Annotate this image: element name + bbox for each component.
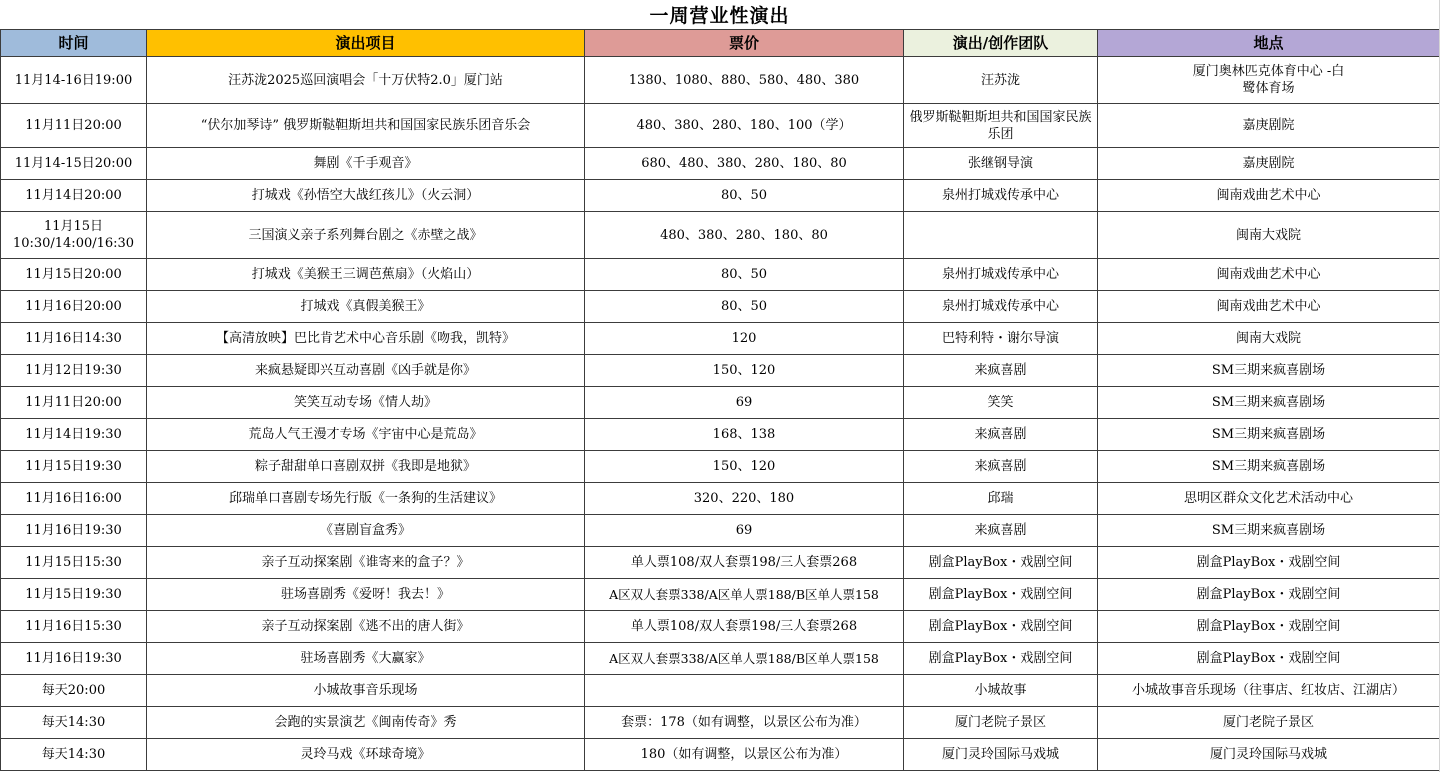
cell-show[interactable]: 《喜剧盲盒秀》 [147, 515, 585, 547]
cell-venue[interactable]: 嘉庚剧院 [1098, 104, 1440, 148]
cell-time[interactable]: 11月16日19:30 [1, 515, 147, 547]
cell-price[interactable]: 150、120 [585, 451, 904, 483]
sheet-gridline [1439, 0, 1440, 772]
cell-show[interactable]: 粽子甜甜单口喜剧双拼《我即是地狱》 [147, 451, 585, 483]
cell-team[interactable]: 来疯喜剧 [904, 451, 1098, 483]
performance-table [0, 29, 1440, 771]
cell-team[interactable]: 厦门灵玲国际马戏城 [904, 739, 1098, 771]
table-row [1, 611, 1440, 643]
cell-time[interactable]: 11月15日 10:30/14:00/16:30 [1, 212, 147, 259]
cell-price[interactable]: 680、480、380、280、180、80 [585, 148, 904, 180]
cell-price[interactable]: 单人票108/双人套票198/三人套票268 [585, 611, 904, 643]
cell-price[interactable]: 480、380、280、180、80 [585, 212, 904, 259]
cell-time[interactable]: 11月16日19:30 [1, 643, 147, 675]
cell-time[interactable]: 11月15日20:00 [1, 259, 147, 291]
cell-time[interactable]: 11月16日20:00 [1, 291, 147, 323]
cell-price[interactable]: A区双人套票338/A区单人票188/B区单人票158 [585, 579, 904, 611]
table-row [1, 419, 1440, 451]
cell-show[interactable]: 三国演义亲子系列舞台剧之《赤壁之战》 [147, 212, 585, 259]
cell-venue[interactable]: SM三期来疯喜剧场 [1098, 355, 1440, 387]
cell-show[interactable]: 荒岛人气王漫才专场《宇宙中心是荒岛》 [147, 419, 585, 451]
cell-price[interactable]: 80、50 [585, 291, 904, 323]
cell-show[interactable]: 驻场喜剧秀《爱呀！我去！》 [147, 579, 585, 611]
cell-time[interactable]: 11月15日19:30 [1, 579, 147, 611]
cell-team[interactable]: 来疯喜剧 [904, 355, 1098, 387]
cell-team[interactable]: 笑笑 [904, 387, 1098, 419]
header-show[interactable]: 演出项目 [147, 30, 585, 57]
cell-venue-text: 厦门奥林匹克体育中心 -白鹭体育场 [1192, 64, 1345, 96]
table-row [1, 355, 1440, 387]
cell-show[interactable]: 【高清放映】巴比肯艺术中心音乐剧《吻我，凯特》 [147, 323, 585, 355]
cell-venue[interactable]: 剧盒PlayBox・戏剧空间 [1098, 643, 1440, 675]
cell-price[interactable]: 180（如有调整，以景区公布为准） [585, 739, 904, 771]
header-price[interactable]: 票价 [585, 30, 904, 57]
cell-show[interactable]: 打城戏《真假美猴王》 [147, 291, 585, 323]
cell-venue[interactable]: SM三期来疯喜剧场 [1098, 387, 1440, 419]
cell-price[interactable]: A区双人套票338/A区单人票188/B区单人票158 [585, 643, 904, 675]
cell-venue[interactable]: 闽南戏曲艺术中心 [1098, 180, 1440, 212]
table-row [1, 104, 1440, 148]
table-row [1, 515, 1440, 547]
table-row [1, 212, 1440, 259]
table-row [1, 180, 1440, 212]
cell-venue[interactable]: SM三期来疯喜剧场 [1098, 515, 1440, 547]
cell-team[interactable]: 剧盒PlayBox・戏剧空间 [904, 643, 1098, 675]
cell-price[interactable]: 480、380、280、180、100（学） [585, 104, 904, 148]
cell-show[interactable]: “伏尔加琴诗” 俄罗斯鞑靼斯坦共和国国家民族乐团音乐会 [147, 104, 585, 148]
cell-price[interactable]: 80、50 [585, 180, 904, 212]
cell-team[interactable]: 汪苏泷 [904, 57, 1098, 104]
cell-team[interactable]: 张继钢导演 [904, 148, 1098, 180]
cell-team[interactable] [904, 212, 1098, 259]
cell-show[interactable]: 小城故事音乐现场 [147, 675, 585, 707]
cell-time[interactable]: 11月16日14:30 [1, 323, 147, 355]
cell-time[interactable]: 11月11日20:00 [1, 387, 147, 419]
cell-show[interactable]: 汪苏泷2025巡回演唱会「十万伏特2.0」厦门站 [147, 57, 585, 104]
cell-time[interactable]: 11月11日20:00 [1, 104, 147, 148]
cell-team[interactable]: 泉州打城戏传承中心 [904, 180, 1098, 212]
cell-price[interactable]: 150、120 [585, 355, 904, 387]
cell-venue[interactable] [1098, 57, 1440, 104]
cell-team[interactable]: 泉州打城戏传承中心 [904, 291, 1098, 323]
cell-team[interactable]: 泉州打城戏传承中心 [904, 259, 1098, 291]
cell-venue[interactable]: 小城故事音乐现场（往事店、红妆店、江湖店） [1098, 675, 1440, 707]
cell-time[interactable]: 11月16日15:30 [1, 611, 147, 643]
cell-time[interactable]: 每天14:30 [1, 739, 147, 771]
header-time[interactable]: 时间 [1, 30, 147, 57]
cell-team[interactable]: 剧盒PlayBox・戏剧空间 [904, 579, 1098, 611]
cell-time[interactable]: 11月14-15日20:00 [1, 148, 147, 180]
header-team[interactable]: 演出/创作团队 [904, 30, 1098, 57]
cell-team[interactable]: 剧盒PlayBox・戏剧空间 [904, 611, 1098, 643]
cell-show[interactable]: 来疯悬疑即兴互动喜剧《凶手就是你》 [147, 355, 585, 387]
cell-venue[interactable]: 闽南戏曲艺术中心 [1098, 259, 1440, 291]
cell-show[interactable]: 灵玲马戏《环球奇境》 [147, 739, 585, 771]
cell-price[interactable]: 120 [585, 323, 904, 355]
cell-show[interactable]: 打城戏《美猴王三调芭蕉扇》（火焰山） [147, 259, 585, 291]
cell-price[interactable]: 80、50 [585, 259, 904, 291]
cell-time[interactable]: 11月14日19:30 [1, 419, 147, 451]
table-row [1, 643, 1440, 675]
table-row [1, 148, 1440, 180]
cell-time[interactable]: 11月15日15:30 [1, 547, 147, 579]
table-row [1, 57, 1440, 104]
cell-show[interactable]: 舞剧《千手观音》 [147, 148, 585, 180]
cell-team[interactable]: 来疯喜剧 [904, 515, 1098, 547]
table-row [1, 739, 1440, 771]
cell-venue[interactable]: 闽南大戏院 [1098, 323, 1440, 355]
table-row [1, 259, 1440, 291]
cell-show[interactable]: 驻场喜剧秀《大赢家》 [147, 643, 585, 675]
cell-show[interactable]: 打城戏《孙悟空大战红孩儿》（火云洞） [147, 180, 585, 212]
cell-venue[interactable]: 厦门老院子景区 [1098, 707, 1440, 739]
cell-price[interactable]: 168、138 [585, 419, 904, 451]
cell-venue[interactable]: SM三期来疯喜剧场 [1098, 451, 1440, 483]
cell-time[interactable]: 11月14日20:00 [1, 180, 147, 212]
cell-time[interactable]: 11月14-16日19:00 [1, 57, 147, 104]
cell-venue[interactable]: 嘉庚剧院 [1098, 148, 1440, 180]
cell-team[interactable]: 厦门老院子景区 [904, 707, 1098, 739]
cell-team[interactable]: 剧盒PlayBox・戏剧空间 [904, 547, 1098, 579]
table-row [1, 675, 1440, 707]
cell-price[interactable]: 320、220、180 [585, 483, 904, 515]
cell-time[interactable]: 11月16日16:00 [1, 483, 147, 515]
cell-venue[interactable]: 闽南大戏院 [1098, 212, 1440, 259]
cell-price[interactable]: 69 [585, 515, 904, 547]
cell-time[interactable]: 11月15日19:30 [1, 451, 147, 483]
table-row [1, 707, 1440, 739]
table-row [1, 387, 1440, 419]
cell-price[interactable] [585, 675, 904, 707]
cell-time[interactable]: 11月12日19:30 [1, 355, 147, 387]
cell-venue[interactable]: 剧盒PlayBox・戏剧空间 [1098, 611, 1440, 643]
header-row [1, 30, 1440, 57]
table-row [1, 323, 1440, 355]
sheet-title: 一周营业性演出 [649, 5, 790, 27]
table-row [1, 291, 1440, 323]
cell-venue[interactable]: 剧盒PlayBox・戏剧空间 [1098, 579, 1440, 611]
cell-team[interactable]: 邱瑞 [904, 483, 1098, 515]
cell-price[interactable]: 69 [585, 387, 904, 419]
cell-show[interactable]: 笑笑互动专场《情人劫》 [147, 387, 585, 419]
cell-time[interactable]: 每天20:00 [1, 675, 147, 707]
cell-price[interactable]: 单人票108/双人套票198/三人套票268 [585, 547, 904, 579]
cell-show[interactable]: 亲子互动探案剧《逃不出的唐人街》 [147, 611, 585, 643]
header-venue[interactable]: 地点 [1098, 30, 1440, 57]
cell-venue[interactable]: 闽南戏曲艺术中心 [1098, 291, 1440, 323]
cell-show[interactable]: 会跑的实景演艺《闽南传奇》秀 [147, 707, 585, 739]
cell-price[interactable]: 1380、1080、880、580、480、380 [585, 57, 904, 104]
table-row [1, 579, 1440, 611]
cell-show[interactable]: 亲子互动探案剧《谁寄来的盒子？》 [147, 547, 585, 579]
cell-team[interactable]: 来疯喜剧 [904, 419, 1098, 451]
cell-team[interactable]: 俄罗斯鞑靼斯坦共和国国家民族乐团 [904, 104, 1098, 148]
table-row [1, 451, 1440, 483]
table-row [1, 483, 1440, 515]
cell-show[interactable]: 邱瑞单口喜剧专场先行版《一条狗的生活建议》 [147, 483, 585, 515]
cell-venue[interactable]: 剧盒PlayBox・戏剧空间 [1098, 547, 1440, 579]
cell-price[interactable]: 套票：178（如有调整，以景区公布为准） [585, 707, 904, 739]
sheet-title-row[interactable] [0, 0, 1439, 30]
cell-time[interactable]: 每天14:30 [1, 707, 147, 739]
cell-team[interactable]: 巴特利特・谢尔导演 [904, 323, 1098, 355]
cell-team[interactable]: 小城故事 [904, 675, 1098, 707]
cell-venue[interactable]: SM三期来疯喜剧场 [1098, 419, 1440, 451]
cell-venue[interactable]: 思明区群众文化艺术活动中心 [1098, 483, 1440, 515]
cell-venue[interactable]: 厦门灵玲国际马戏城 [1098, 739, 1440, 771]
table-row [1, 547, 1440, 579]
